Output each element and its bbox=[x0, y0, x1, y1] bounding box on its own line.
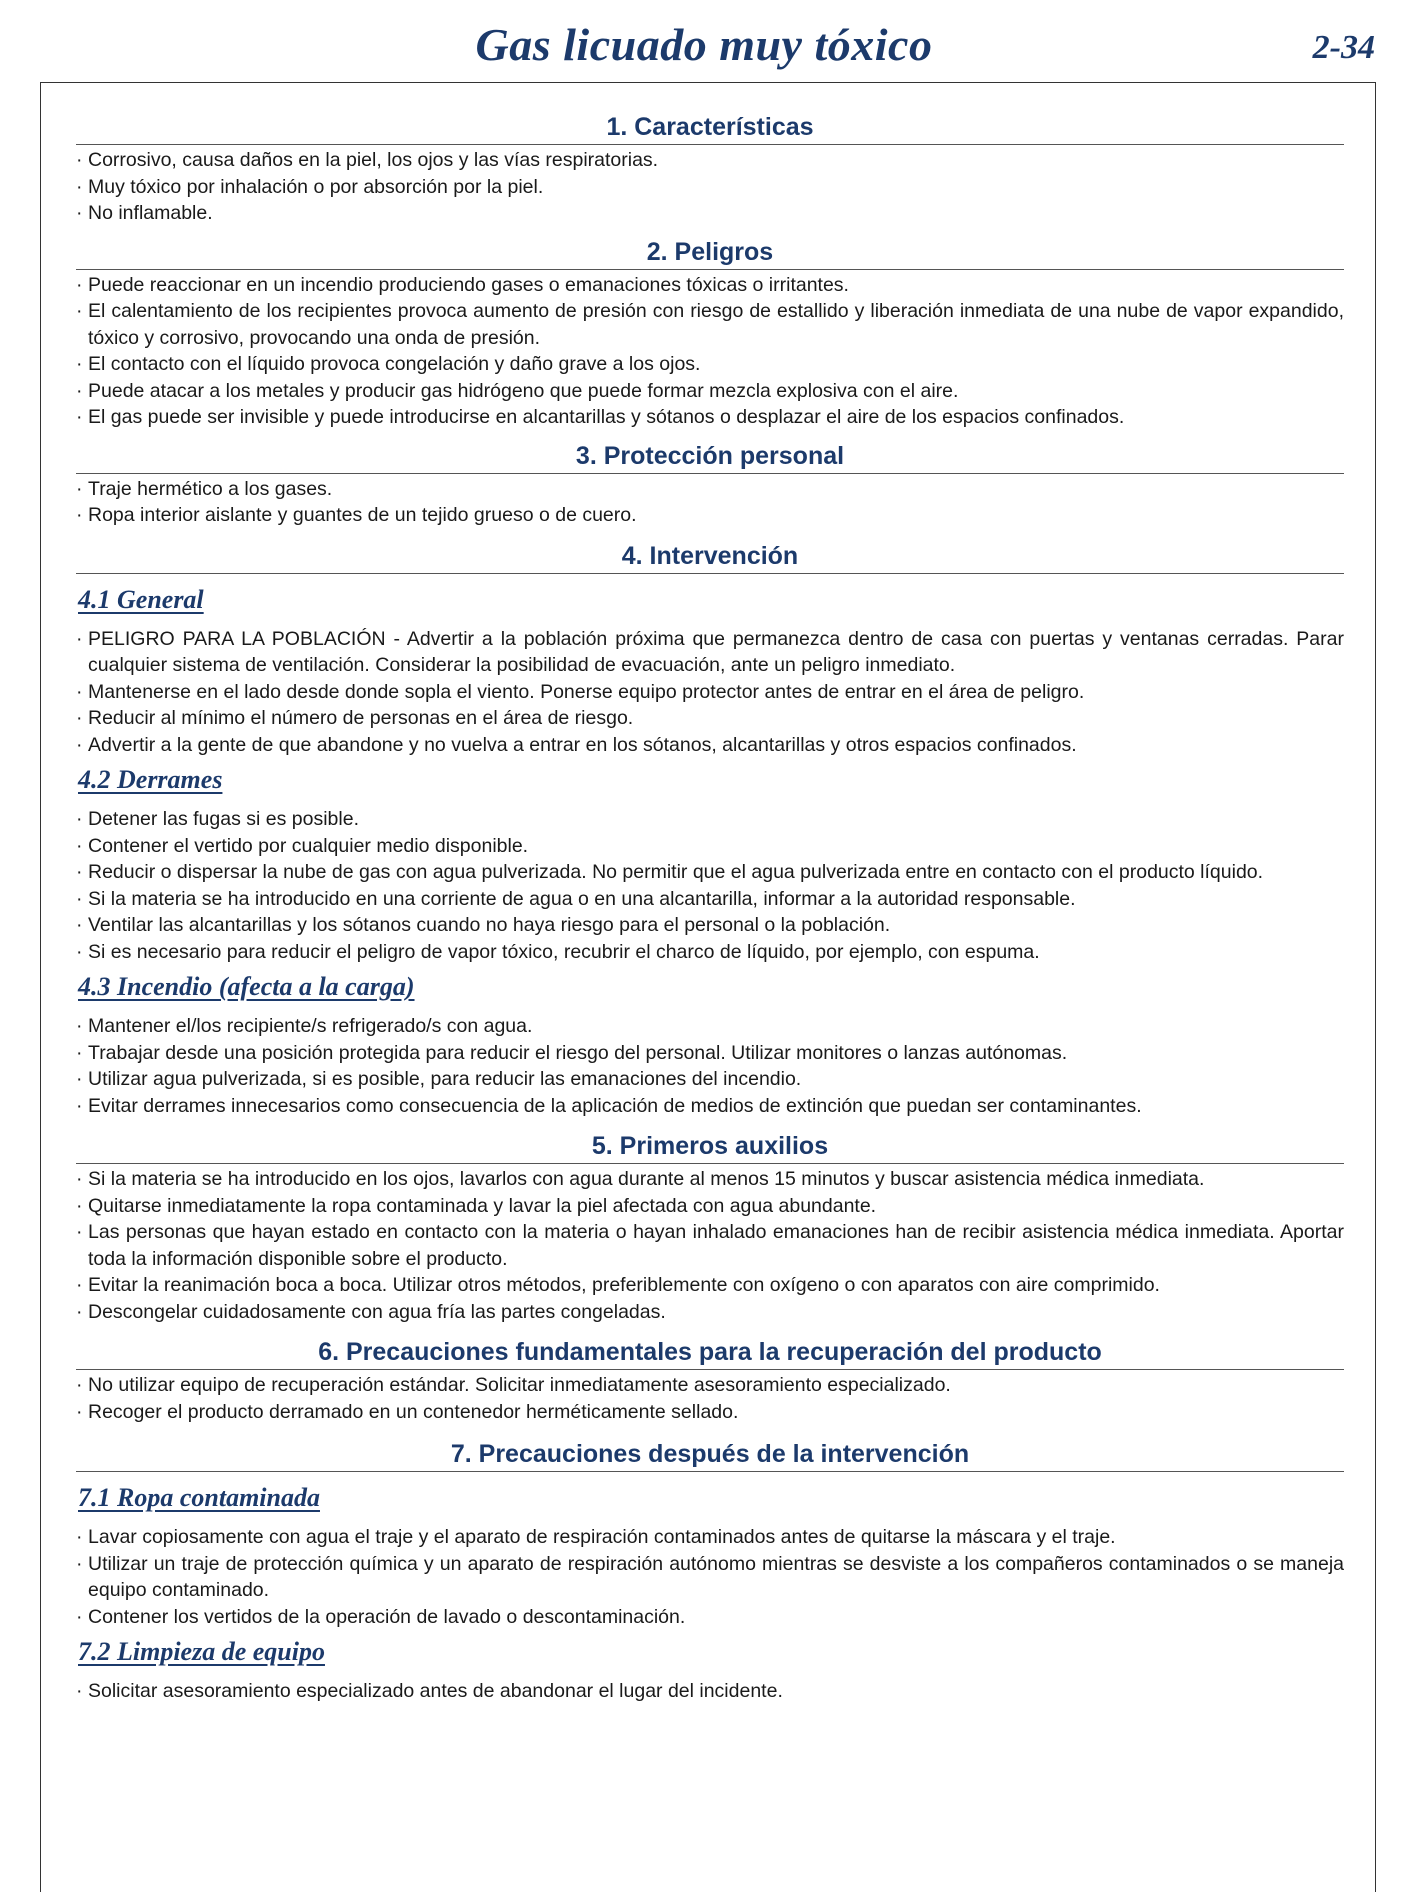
page-header bbox=[0, 0, 1408, 78]
subsection-general bbox=[76, 584, 1344, 759]
list-item: · Quitarse inmediatamente la ropa contaminada y lavar la piel afectada con agua abundante. bbox=[76, 1193, 1344, 1220]
section-intervencion bbox=[76, 541, 1344, 1120]
list-item: · Evitar derrames innecesarios como consecuencia de la aplicación de medios de extinción que puedan ser contaminantes. bbox=[76, 1093, 1344, 1120]
subsection-incendio bbox=[76, 971, 1344, 1119]
page-number: 2-34 bbox=[1312, 29, 1375, 66]
list-item: · Si la materia se ha introducido en una corriente de agua o en una alcantarilla, informar a la autoridad responsable. bbox=[76, 886, 1344, 913]
list-item: · Traje hermético a los gases. bbox=[76, 476, 1344, 503]
section-title: 5. Primeros auxilios bbox=[76, 1131, 1344, 1164]
list-item: · Lavar copiosamente con agua el traje y el aparato de respiración contaminados antes de quitarse la máscara y el traje. bbox=[76, 1524, 1344, 1551]
list-item: · Puede atacar a los metales y producir gas hidrógeno que puede formar mezcla explosiva con el aire. bbox=[76, 378, 1344, 405]
list-item: · Utilizar agua pulverizada, si es posible, para reducir las emanaciones del incendio. bbox=[76, 1066, 1344, 1093]
list-item: · Advertir a la gente de que abandone y no vuelva a entrar en los sótanos, alcantarillas y otros espacios confinados. bbox=[76, 732, 1344, 759]
item-list bbox=[76, 1524, 1344, 1630]
list-item: · No utilizar equipo de recuperación estándar. Solicitar inmediatamente asesoramiento especializado. bbox=[76, 1372, 1344, 1399]
list-item: · Contener los vertidos de la operación de lavado o descontaminación. bbox=[76, 1604, 1344, 1631]
list-item: · No inflamable. bbox=[76, 200, 1344, 227]
section-title: 4. Intervención bbox=[76, 541, 1344, 574]
list-item: · Puede reaccionar en un incendio produciendo gases o emanaciones tóxicas o irritantes. bbox=[76, 272, 1344, 299]
list-item: · Reducir o dispersar la nube de gas con agua pulverizada. No permitir que el agua pulverizada entre en contacto con el producto líquido. bbox=[76, 859, 1344, 886]
item-list bbox=[76, 147, 1344, 227]
section-proteccion-personal bbox=[76, 441, 1344, 529]
document-title: Gas licuado muy tóxico bbox=[475, 19, 933, 70]
document-body bbox=[76, 112, 1344, 1705]
list-item: · Mantenerse en el lado desde donde sopla el viento. Ponerse equipo protector antes de entrar en el área de peligro. bbox=[76, 679, 1344, 706]
list-item: · Utilizar un traje de protección química y un aparato de respiración autónomo mientras se desviste a los compañeros contaminados o se maneja equipo contaminado. bbox=[76, 1551, 1344, 1604]
item-list bbox=[76, 1166, 1344, 1325]
list-item: · Descongelar cuidadosamente con agua fría las partes congeladas. bbox=[76, 1299, 1344, 1326]
section-title: 3. Protección personal bbox=[76, 441, 1344, 474]
list-item: · Detener las fugas si es posible. bbox=[76, 806, 1344, 833]
item-list bbox=[76, 1372, 1344, 1425]
subsection-title: 4.3 Incendio (afecta a la carga) bbox=[78, 972, 415, 1001]
section-title: 6. Precauciones fundamentales para la recuperación del producto bbox=[76, 1337, 1344, 1370]
list-item: · Ropa interior aislante y guantes de un tejido grueso o de cuero. bbox=[76, 502, 1344, 529]
list-item: · El calentamiento de los recipientes provoca aumento de presión con riesgo de estallido y liberación inmediata de una nube de vapor expandido, tóxico y corrosivo, provocando una onda de presión. bbox=[76, 298, 1344, 351]
list-item: · PELIGRO PARA LA POBLACIÓN - Advertir a la población próxima que permanezca dentro de casa con puertas y ventanas cerradas. Parar cualquier sistema de ventilación. Considerar la posibilidad de evacuación, ante un peligro inmediato. bbox=[76, 626, 1344, 679]
item-list bbox=[76, 1013, 1344, 1119]
list-item: · Muy tóxico por inhalación o por absorción por la piel. bbox=[76, 174, 1344, 201]
list-item: · Trabajar desde una posición protegida para reducir el riesgo del personal. Utilizar monitores o lanzas autónomas. bbox=[76, 1040, 1344, 1067]
list-item: · Si la materia se ha introducido en los ojos, lavarlos con agua durante al menos 15 minutos y buscar asistencia médica inmediata. bbox=[76, 1166, 1344, 1193]
item-list bbox=[76, 272, 1344, 431]
list-item: · Corrosivo, causa daños en la piel, los ojos y las vías respiratorias. bbox=[76, 147, 1344, 174]
subsection-ropa-contaminada bbox=[76, 1482, 1344, 1630]
subsection-title: 7.1 Ropa contaminada bbox=[78, 1483, 320, 1512]
list-item: · Las personas que hayan estado en contacto con la materia o hayan inhalado emanaciones han de recibir asistencia médica inmediata. Aportar toda la información disponible sobre el producto. bbox=[76, 1219, 1344, 1272]
item-list bbox=[76, 1678, 1344, 1705]
subsection-derrames bbox=[76, 764, 1344, 965]
list-item: · El gas puede ser invisible y puede introducirse en alcantarillas y sótanos o desplazar el aire de los espacios confinados. bbox=[76, 404, 1344, 431]
subsection-title: 4.1 General bbox=[78, 584, 204, 614]
section-recuperacion-producto bbox=[76, 1337, 1344, 1425]
list-item: · El contacto con el líquido provoca congelación y daño grave a los ojos. bbox=[76, 351, 1344, 378]
list-item: · Contener el vertido por cualquier medio disponible. bbox=[76, 833, 1344, 860]
subsection-title: 4.2 Derrames bbox=[78, 765, 223, 794]
section-peligros bbox=[76, 237, 1344, 431]
item-list bbox=[76, 476, 1344, 529]
list-item: · Evitar la reanimación boca a boca. Utilizar otros métodos, preferiblemente con oxígeno o con aparatos con aire comprimido. bbox=[76, 1272, 1344, 1299]
section-despues-intervencion bbox=[76, 1439, 1344, 1705]
list-item: · Ventilar las alcantarillas y los sótanos cuando no haya riesgo para el personal o la población. bbox=[76, 912, 1344, 939]
subsection-limpieza-equipo bbox=[76, 1636, 1344, 1705]
section-primeros-auxilios bbox=[76, 1131, 1344, 1325]
list-item: · Solicitar asesoramiento especializado antes de abandonar el lugar del incidente. bbox=[76, 1678, 1344, 1705]
list-item: · Si es necesario para reducir el peligro de vapor tóxico, recubrir el charco de líquido, por ejemplo, con espuma. bbox=[76, 939, 1344, 966]
section-title: 2. Peligros bbox=[76, 237, 1344, 270]
section-title: 7. Precauciones después de la intervención bbox=[76, 1439, 1344, 1472]
subsection-title: 7.2 Limpieza de equipo bbox=[78, 1637, 325, 1666]
list-item: · Reducir al mínimo el número de personas en el área de riesgo. bbox=[76, 705, 1344, 732]
list-item: · Mantener el/los recipiente/s refrigerado/s con agua. bbox=[76, 1013, 1344, 1040]
list-item: · Recoger el producto derramado en un contenedor herméticamente sellado. bbox=[76, 1399, 1344, 1426]
item-list bbox=[76, 626, 1344, 759]
section-caracteristicas bbox=[76, 112, 1344, 227]
section-title: 1. Características bbox=[76, 112, 1344, 145]
item-list bbox=[76, 806, 1344, 965]
